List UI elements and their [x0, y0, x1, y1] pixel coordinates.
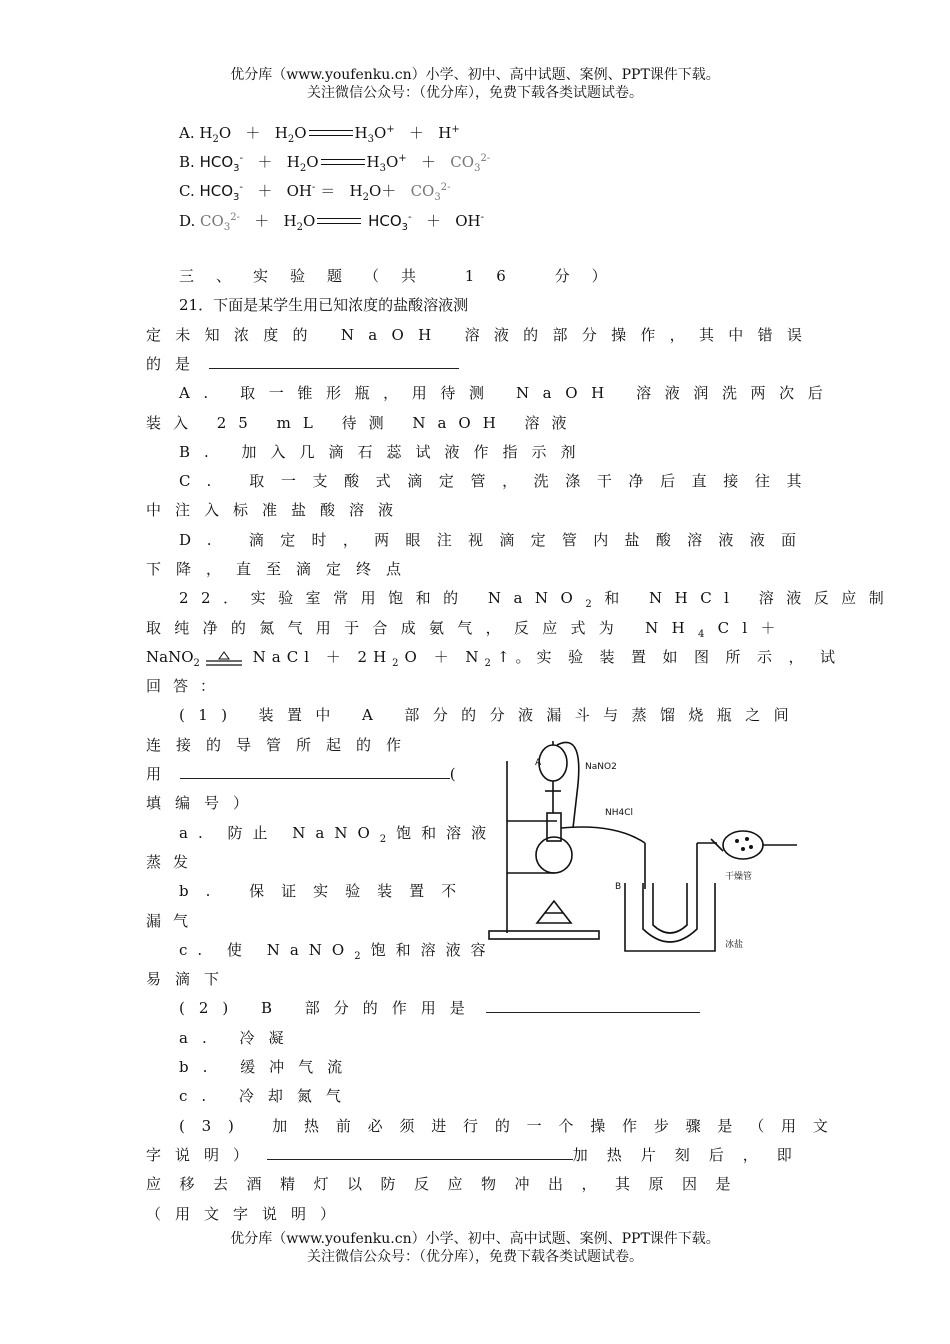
q22-part1-option-c-cont: 易滴下 — [146, 970, 234, 988]
q22-stem-3: NaNO$_2$ NaCl ＋ $2H_2O$ ＋ $N_2↑$。实验装置如图所示，试 — [146, 648, 852, 669]
apparatus-figure — [485, 733, 805, 963]
page-header — [0, 66, 950, 102]
q21-option-a: A. 取一锥形瓶，用待测 NaOH 溶液润洗两次后 — [179, 384, 837, 402]
q21-answer-blank[interactable] — [209, 354, 459, 369]
section-title: 三、实验题（共 16 分） — [179, 267, 629, 285]
footer-line-2: 关注微信公众号：（优分库），免费下载各类试题试卷。 — [307, 1249, 643, 1265]
q22-part2-stem: (2) B 部分的作用是 — [179, 998, 700, 1018]
ice-bath-beaker — [625, 883, 715, 951]
page-footer — [0, 1230, 950, 1266]
figure-label-b: B — [615, 882, 622, 892]
drying-tube — [723, 831, 763, 859]
prev-option-b: B. $HCO_3^- + H_2O$ $H_3O^+ + CO_3^{2-}$ — [179, 153, 491, 174]
q22-stem-1: 22．实验室常用饱和的 NaNO$_2$和 NHCl 溶液反应制 — [179, 589, 897, 610]
q22-part1-option-a: a. 防止 NaNO$_2$饱和溶液 — [179, 824, 497, 845]
q22-part2-option-c: c. 冷却氮气 — [179, 1087, 355, 1105]
equilibrium-arrow-icon — [317, 216, 361, 228]
prev-option-c: C. $HCO_3^- + OH^- = H_2O+ CO_3^{2-}$ — [179, 182, 451, 203]
q22-part1-option-a-cont: 蒸发 — [146, 853, 201, 871]
q22-part1-stem-4: 填编号） — [146, 794, 263, 812]
q22-part1-option-b-cont: 漏气 — [146, 912, 201, 930]
footer-line-1: 优分库（www.youfenku.cn）小学、初中、高中试题、案例、PPT课件下载。 — [230, 1231, 720, 1247]
separatory-funnel — [539, 745, 567, 781]
q22-part3-blank[interactable] — [267, 1145, 573, 1160]
q21-stem-3: 的是 — [146, 354, 459, 374]
figure-label-ice: 冰盐 — [725, 940, 744, 950]
q21-option-d: D. 滴定时，两眼注视滴定管内盐酸溶液液面 — [179, 531, 813, 549]
q21-option-a-cont: 装入 25 mL 待测 NaOH 溶液 — [146, 414, 579, 432]
stand-base — [489, 931, 599, 939]
q22-part1-stem-2: 连接的导管所起的作 — [146, 736, 417, 754]
q22-part2-option-b: b. 缓冲气流 — [179, 1058, 357, 1076]
q22-stem-2: 取纯净的氮气用于合成氨气，反应式为 $NH_4Cl+$ — [146, 619, 789, 640]
header-line-2: 关注微信公众号：（优分库），免费下载各类试题试卷。 — [307, 85, 643, 101]
q22-part3-stem-2: 字说明） 加热片刻后，即 — [146, 1146, 811, 1164]
q22-part1-stem: (1) 装置中 A 部分的分液漏斗与蒸馏烧瓶之间 — [179, 706, 802, 724]
q22-part1-option-c: c. 使 NaNO$_2$饱和溶液容 — [179, 941, 496, 962]
q22-part2-option-a: a. 冷凝 — [179, 1029, 298, 1047]
q22-part3-stem-3: 应移去酒精灯以防反应物冲出，其原因是 — [146, 1175, 750, 1193]
q21-stem-2: 定未知浓度的 NaOH 溶液的部分操作，其中错误 — [146, 326, 817, 344]
q21-option-c-cont: 中注入标准盐酸溶液 — [146, 501, 408, 519]
prev-option-a: A. $H_2O + H_2O$ $H_3O^+ + H^+$ — [179, 124, 460, 145]
q21-option-c: C. 取一支酸式滴定管，洗涤干净后直接往其 — [179, 472, 819, 490]
q21-stem: 21．下面是某学生用已知浓度的盐酸溶液测 — [179, 296, 469, 314]
q22-part2-blank[interactable] — [486, 998, 700, 1013]
figure-label-dryer: 干燥管 — [725, 872, 753, 882]
equilibrium-arrow-icon — [309, 128, 353, 140]
q22-part1-blank[interactable] — [180, 764, 450, 779]
q22-part3-stem-4: （用文字说明） — [146, 1205, 350, 1223]
heat-triangle-icon — [206, 651, 242, 665]
q22-stem-4: 回答： — [146, 677, 228, 695]
prev-option-d: D. $CO_3^{2-} + H_2O$ $HCO_3^- + OH^-$ — [179, 212, 485, 233]
q22-part1-stem-3: 用 ( — [146, 765, 456, 783]
figure-label-a: A — [535, 758, 542, 768]
q21-option-d-cont: 下降，直至滴定终点 — [146, 560, 417, 578]
q21-option-b: B. 加入几滴石蕊试液作指示剂 — [179, 443, 590, 461]
figure-label-nh4cl: NH4Cl — [605, 808, 634, 818]
q22-part1-option-b: b. 保证实验装置不 — [179, 882, 474, 900]
header-line-1: 优分库（www.youfenku.cn）小学、初中、高中试题、案例、PPT课件下载。 — [230, 67, 720, 83]
figure-label-nano2: NaNO2 — [585, 762, 617, 772]
equilibrium-arrow-icon — [321, 157, 365, 169]
q22-part3-stem: (3) 加热前必须进行的一个操作步骤是（用文 — [179, 1117, 845, 1135]
distillation-flask — [536, 837, 572, 873]
